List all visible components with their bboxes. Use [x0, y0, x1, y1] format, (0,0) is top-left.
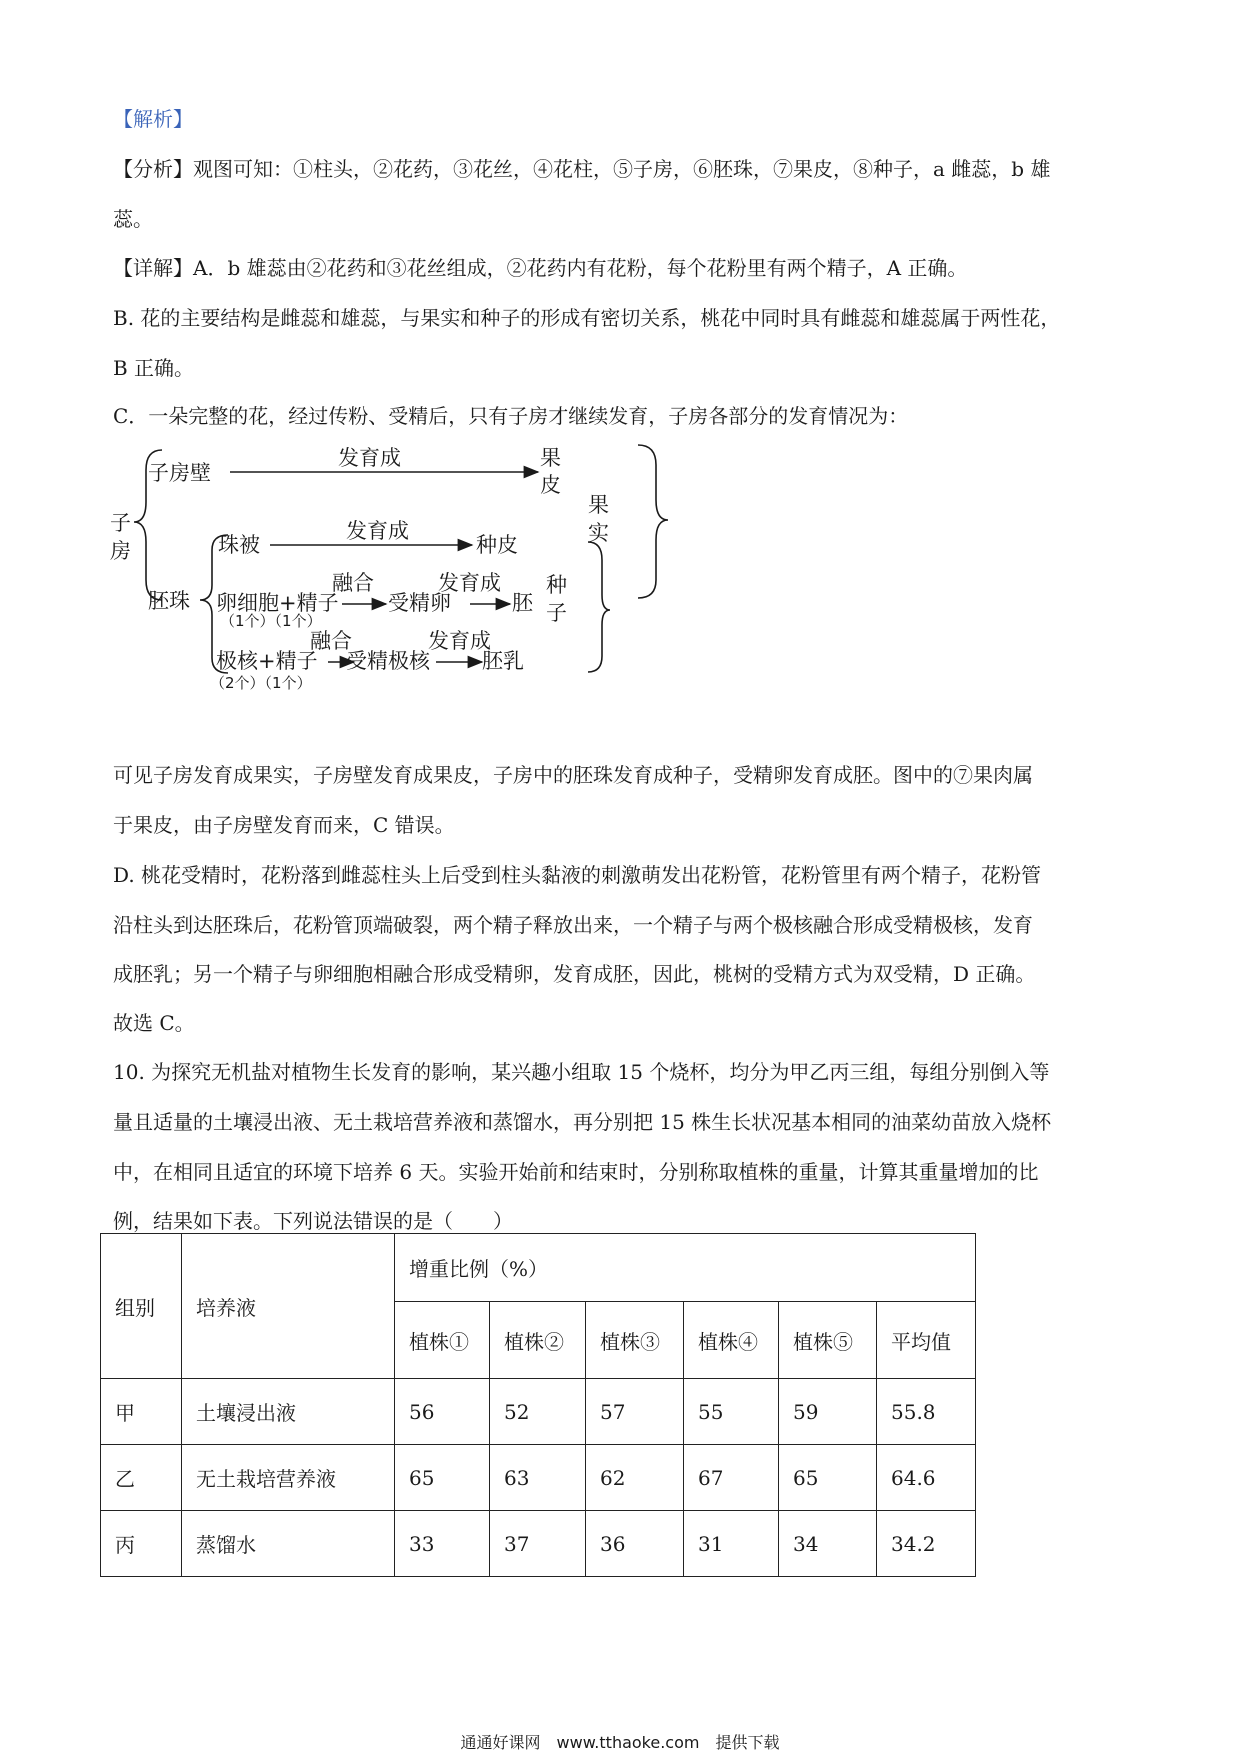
cell-medium: 土壤浸出液: [182, 1379, 395, 1445]
cell-medium: 蒸馏水: [182, 1511, 395, 1577]
ovary-label-1: 子: [110, 511, 131, 535]
question-line: 中，在相同且适宜的环境下培养 6 天。实验开始前和结束时，分别称取植株的重量，计算其重量增加的比: [113, 1160, 1039, 1184]
cell-value: 31: [684, 1511, 779, 1577]
cell-value: 59: [779, 1379, 877, 1445]
seed-label-2: 子: [546, 601, 567, 625]
cell-average: 55.8: [877, 1379, 976, 1445]
detail-line-b: B. 花的主要结构是雌蕊和雄蕊，与果实和种子的形成有密切关系，桃花中同时具有雌蕊和雄蕊属于两性花，: [113, 306, 1061, 330]
detail-line-d: 成胚乳；另一个精子与卵细胞相融合形成受精卵，发育成胚，因此，桃树的受精方式为双受精，D 正确。: [113, 962, 1036, 986]
cell-value: 57: [586, 1379, 684, 1445]
egg-sperm-label: 卵细胞+精子: [216, 591, 339, 615]
cell-value: 33: [395, 1511, 490, 1577]
cell-average: 34.2: [877, 1511, 976, 1577]
conclusion-line: 可见子房发育成果实，子房壁发育成果皮，子房中的胚珠发育成种子，受精卵发育成胚。图中的⑦果肉属: [113, 763, 1033, 787]
pericarp-label-2: 皮: [540, 473, 561, 497]
detail-line-b2: B 正确。: [113, 356, 195, 380]
analysis-line: 蕊。: [113, 207, 153, 231]
pericarp-label-1: 果: [540, 446, 561, 470]
polar-sperm-label: 极核+精子: [216, 649, 318, 673]
table-row: [101, 1445, 976, 1511]
cell-value: 65: [395, 1445, 490, 1511]
cell-value: 36: [586, 1511, 684, 1577]
cell-value: 34: [779, 1511, 877, 1577]
header-gain: 增重比例（%）: [395, 1234, 976, 1302]
cell-value: 62: [586, 1445, 684, 1511]
cell-group: 丙: [101, 1511, 182, 1577]
analysis-heading: 【解析】: [113, 107, 193, 131]
fruit-label-2: 实: [588, 521, 609, 545]
cell-value: 65: [779, 1445, 877, 1511]
detail-line-d: 沿柱头到达胚珠后，花粉管顶端破裂，两个精子释放出来，一个精子与两个极核融合形成受精极核，发育: [113, 913, 1033, 937]
fuse-label-2: 融合: [310, 629, 352, 653]
analysis-line: 【分析】观图可知：①柱头，②花药，③花丝，④花柱，⑤子房，⑥胚珠，⑦果皮，⑧种子，a 雌蕊，b 雄: [113, 157, 1051, 181]
cell-value: 67: [684, 1445, 779, 1511]
fertilized-polar-label: 受精极核: [346, 649, 430, 673]
header-plant: 植株②: [490, 1302, 586, 1379]
zygote-label: 受精卵: [388, 591, 451, 615]
develop-label-2: 发育成: [346, 519, 409, 543]
header-plant: 植株①: [395, 1302, 490, 1379]
ovule-label: 胚珠: [148, 589, 190, 613]
cell-group: 乙: [101, 1445, 182, 1511]
question-line: 10. 为探究无机盐对植物生长发育的影响，某兴趣小组取 15 个烧杯，均分为甲乙丙三组，每组分别倒入等: [113, 1060, 1050, 1084]
cell-group: 甲: [101, 1379, 182, 1445]
header-group: 组别: [101, 1234, 182, 1379]
develop-label-3: 发育成: [438, 571, 501, 595]
ovary-label-2: 房: [110, 539, 131, 563]
fuse-label: 融合: [332, 571, 374, 595]
endosperm-label: 胚乳: [482, 649, 524, 673]
polar-count-label: （2个）（1个）: [210, 674, 312, 692]
table-row: [101, 1511, 976, 1577]
detail-line-d: D. 桃花受精时，花粉落到雌蕊柱头上后受到柱头黏液的刺激萌发出花粉管，花粉管里有两个精子，花粉管: [113, 863, 1042, 887]
develop-label-4: 发育成: [428, 629, 491, 653]
embryo-label: 胚: [512, 591, 533, 615]
fruit-label-1: 果: [588, 493, 609, 517]
develop-label: 发育成: [338, 446, 401, 470]
cell-value: 52: [490, 1379, 586, 1445]
cell-average: 64.6: [877, 1445, 976, 1511]
header-plant: 植株③: [586, 1302, 684, 1379]
cell-value: 63: [490, 1445, 586, 1511]
integument-label: 珠被: [218, 533, 260, 557]
table-row: [101, 1379, 976, 1445]
results-table: [100, 1233, 976, 1577]
cell-value: 56: [395, 1379, 490, 1445]
seed-label-1: 种: [546, 573, 567, 597]
detail-line-a: 【详解】A．b 雄蕊由②花药和③花丝组成，②花药内有花粉，每个花粉里有两个精子，A 正确。: [113, 256, 968, 280]
header-plant: 植株⑤: [779, 1302, 877, 1379]
question-line: 量且适量的土壤浸出液、无土栽培营养液和蒸馏水，再分别把 15 株生长状况基本相同的油菜幼苗放入烧杯: [113, 1110, 1052, 1134]
cell-value: 55: [684, 1379, 779, 1445]
ovary-wall-label: 子房壁: [148, 461, 211, 485]
seed-coat-label: 种皮: [476, 533, 518, 557]
header-medium: 培养液: [182, 1234, 395, 1379]
cell-medium: 无土栽培营养液: [182, 1445, 395, 1511]
conclusion-line: 于果皮，由子房壁发育而来，C 错误。: [113, 813, 455, 837]
detail-line-c: C．一朵完整的花，经过传粉、受精后，只有子房才继续发育，子房各部分的发育情况为：: [113, 404, 909, 428]
ovary-development-diagram: [110, 430, 670, 700]
header-plant: 植株④: [684, 1302, 779, 1379]
header-average: 平均值: [877, 1302, 976, 1379]
egg-count-label: （1个）（1个）: [220, 612, 322, 630]
cell-value: 37: [490, 1511, 586, 1577]
answer-line: 故选 C。: [113, 1011, 195, 1035]
page-footer: 通通好课网 www.tthaoke.com 提供下载: [460, 1733, 780, 1752]
question-line: 例，结果如下表。下列说法错误的是（ ）: [113, 1209, 513, 1233]
